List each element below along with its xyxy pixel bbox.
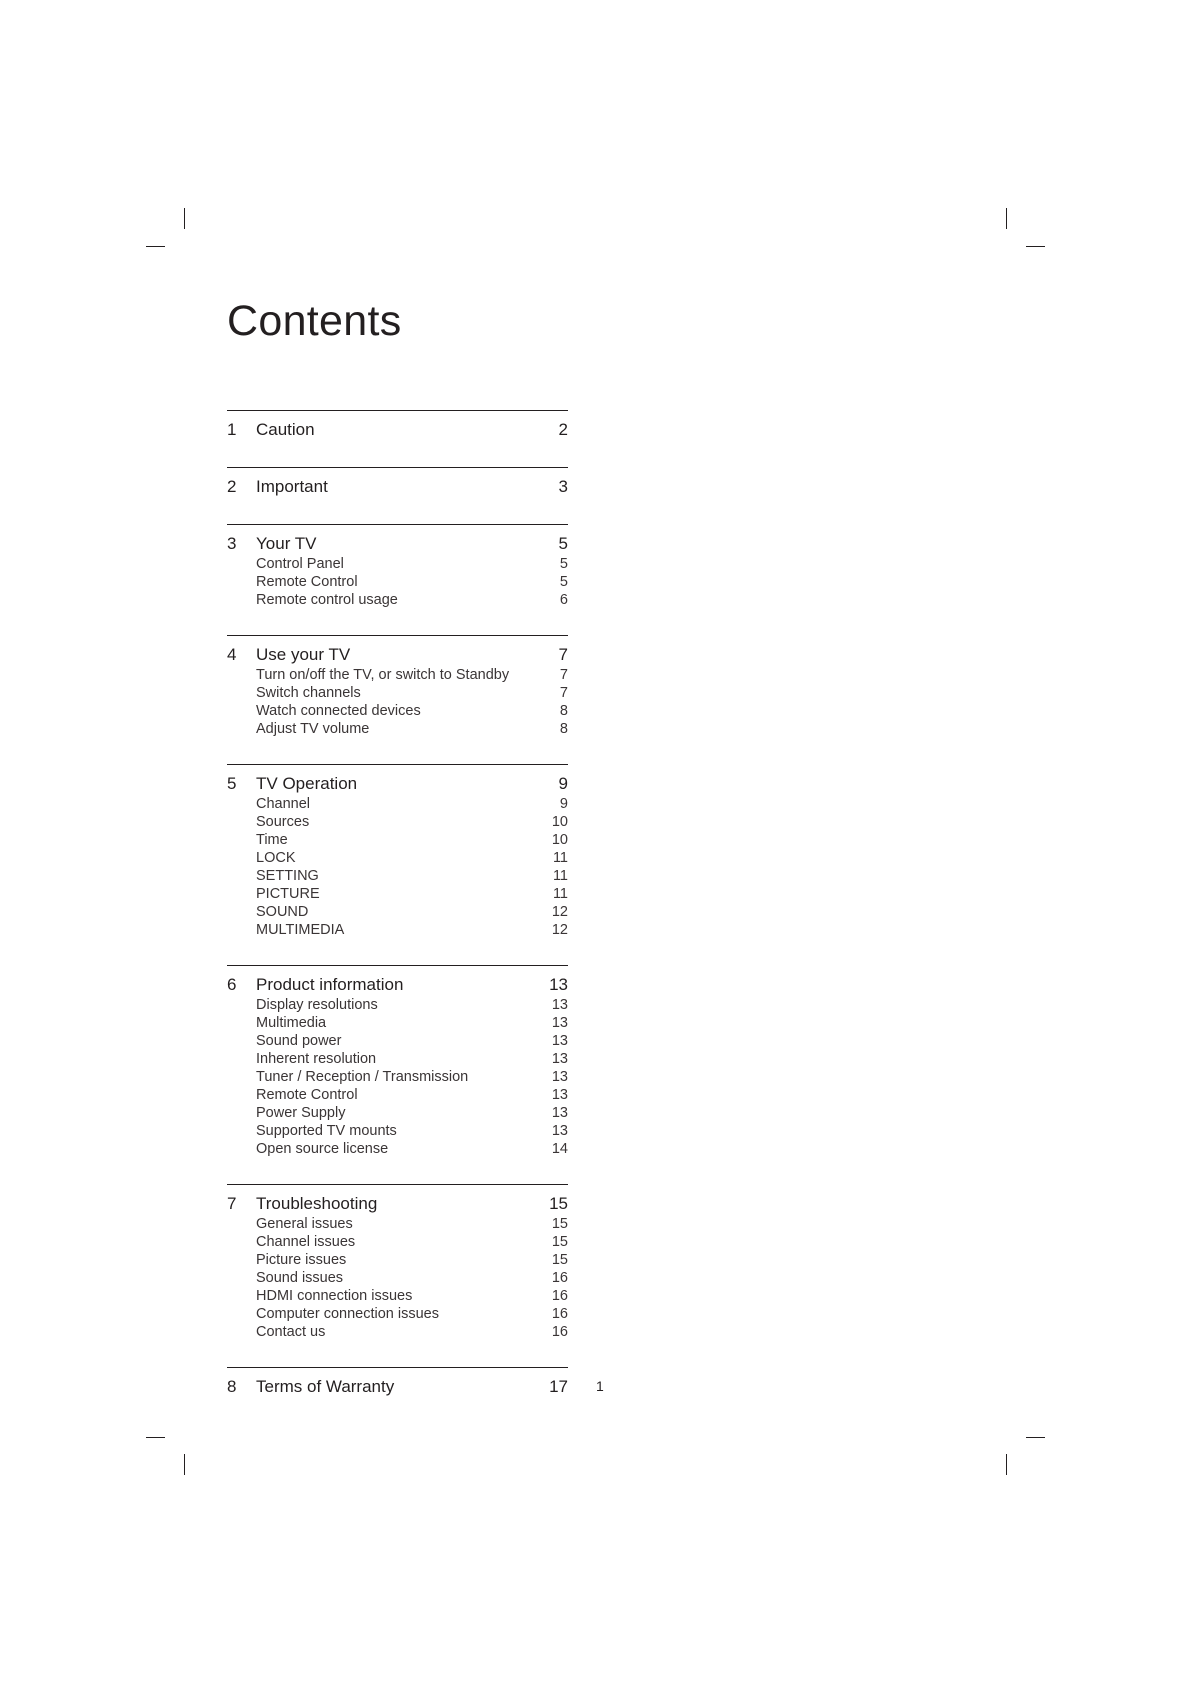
section-title: Your TV [256,534,317,553]
crop-mark-top-right-vertical [1006,208,1007,229]
toc-entry[interactable] [227,813,568,831]
toc-entry[interactable] [227,1305,568,1323]
toc-entry[interactable] [227,1086,568,1104]
toc-entry[interactable] [227,1215,568,1233]
section-page-number: 17 [549,1377,568,1396]
toc-entry[interactable] [227,1287,568,1305]
entry-page-number: 16 [551,1324,568,1340]
toc-entry[interactable] [227,921,568,939]
section-number: 6 [227,975,237,994]
entry-label: Adjust TV volume [256,721,370,737]
toc-entry[interactable] [227,996,568,1014]
crop-mark-top-left-vertical [184,208,185,229]
entry-page-number: 13 [551,1123,568,1139]
entry-label: MULTIMEDIA [256,922,345,938]
crop-mark-bottom-right-horizontal [1026,1437,1045,1438]
section-title: Product information [256,975,404,994]
entry-page-number: 13 [551,1105,568,1121]
section-title: Caution [256,420,315,439]
toc-entry[interactable] [227,903,568,921]
entry-page-number: 15 [551,1252,568,1268]
entry-label: Display resolutions [256,997,378,1013]
toc-entry[interactable] [227,591,568,609]
toc-entry[interactable] [227,684,568,702]
section-number: 2 [227,477,237,496]
toc-section-heading[interactable] [227,533,568,555]
entry-label: Turn on/off the TV, or switch to Standby [256,667,510,683]
section-number: 8 [227,1377,237,1396]
entry-label: Open source license [256,1141,389,1157]
entry-label: SETTING [256,868,319,884]
entry-page-number: 11 [552,850,568,866]
crop-mark-top-right-horizontal [1026,246,1045,247]
entry-page-number: 8 [559,721,568,737]
entry-label: Channel [256,796,311,812]
entry-page-number: 10 [551,832,568,848]
section-number: 7 [227,1194,237,1213]
section-number: 5 [227,774,237,793]
page-number: 1 [596,1378,604,1394]
entry-page-number: 16 [551,1288,568,1304]
entry-label: Tuner / Reception / Transmission [256,1069,469,1085]
entry-page-number: 6 [559,592,568,608]
entry-label: Remote Control [256,1087,358,1103]
crop-mark-bottom-left-horizontal [146,1437,165,1438]
entry-label: Channel issues [256,1234,356,1250]
entry-label: Control Panel [256,556,344,572]
toc-section [227,1367,568,1398]
entry-page-number: 12 [551,904,568,920]
entry-label: Sound issues [256,1270,344,1286]
crop-mark-top-left-horizontal [146,246,165,247]
toc-section [227,410,568,441]
section-title: Important [256,477,328,496]
toc-section [227,524,568,609]
section-title: Troubleshooting [256,1194,378,1213]
section-number: 4 [227,645,237,664]
entry-label: Remote control usage [256,592,398,608]
entry-label: Remote Control [256,574,358,590]
entry-page-number: 13 [551,1069,568,1085]
toc-section [227,965,568,1158]
section-page-number: 5 [558,534,568,553]
entry-label: Contact us [256,1324,326,1340]
toc-entry[interactable] [227,1068,568,1086]
entry-label: PICTURE [256,886,320,902]
entry-page-number: 7 [559,685,568,701]
entry-page-number: 9 [559,796,568,812]
entry-page-number: 16 [551,1306,568,1322]
toc-section-heading[interactable] [227,974,568,996]
entry-page-number: 13 [551,1087,568,1103]
toc-entry[interactable] [227,849,568,867]
toc-entry[interactable] [227,831,568,849]
section-number: 3 [227,534,237,553]
entry-page-number: 12 [551,922,568,938]
entry-page-number: 13 [551,1051,568,1067]
toc-entry[interactable] [227,1323,568,1341]
toc-section [227,764,568,939]
entry-page-number: 11 [552,868,568,884]
toc-section [227,1184,568,1341]
toc-entry[interactable] [227,1140,568,1158]
entry-label: Time [256,832,288,848]
entry-page-number: 5 [559,574,568,590]
entry-page-number: 15 [551,1234,568,1250]
entry-page-number: 13 [551,1015,568,1031]
entry-label: Picture issues [256,1252,347,1268]
toc-entry[interactable] [227,1032,568,1050]
toc-entry[interactable] [227,1050,568,1068]
toc-entry[interactable] [227,702,568,720]
toc-entry[interactable] [227,867,568,885]
section-page-number: 3 [558,477,568,496]
section-page-number: 9 [558,774,568,793]
toc-entry[interactable] [227,1269,568,1287]
entry-page-number: 8 [559,703,568,719]
entry-label: Switch channels [256,685,361,701]
section-page-number: 2 [558,420,568,439]
section-title: Terms of Warranty [256,1377,395,1396]
toc-section-heading[interactable] [227,476,568,498]
section-number: 1 [227,420,237,439]
toc-entry[interactable] [227,573,568,591]
entry-label: Inherent resolution [256,1051,377,1067]
toc-entry[interactable] [227,1104,568,1122]
entry-page-number: 16 [551,1270,568,1286]
crop-mark-bottom-left-vertical [184,1454,185,1475]
section-title: TV Operation [256,774,358,793]
entry-page-number: 7 [559,667,568,683]
entry-label: Power Supply [256,1105,346,1121]
entry-page-number: 14 [551,1141,568,1157]
toc-section-heading[interactable] [227,419,568,441]
toc-section [227,467,568,498]
entry-label: Supported TV mounts [256,1123,397,1139]
toc-entry[interactable] [227,1014,568,1032]
toc-entry[interactable] [227,555,568,573]
section-page-number: 13 [549,975,568,994]
toc-entry[interactable] [227,1233,568,1251]
entry-label: Watch connected devices [256,703,421,719]
toc-section-heading[interactable] [227,1376,568,1398]
section-title: Use your TV [256,645,351,664]
toc-section-heading[interactable] [227,1193,568,1215]
entry-page-number: 13 [551,1033,568,1049]
entry-label: General issues [256,1216,353,1232]
entry-page-number: 11 [552,886,568,902]
table-of-contents [227,410,568,1424]
page-title: Contents [227,297,402,345]
entry-label: Computer connection issues [256,1306,439,1322]
entry-page-number: 13 [551,997,568,1013]
crop-mark-bottom-right-vertical [1006,1454,1007,1475]
entry-label: LOCK [256,850,296,866]
toc-section [227,635,568,738]
entry-page-number: 15 [551,1216,568,1232]
entry-page-number: 5 [559,556,568,572]
toc-entry[interactable] [227,885,568,903]
entry-label: Sources [256,814,310,830]
toc-entry[interactable] [227,1251,568,1269]
toc-section-heading[interactable] [227,773,568,795]
section-page-number: 7 [558,645,568,664]
entry-label: HDMI connection issues [256,1288,413,1304]
entry-page-number: 10 [551,814,568,830]
toc-entry[interactable] [227,666,568,684]
section-page-number: 15 [549,1194,568,1213]
toc-entry[interactable] [227,1122,568,1140]
toc-section-heading[interactable] [227,644,568,666]
entry-label: Multimedia [256,1015,327,1031]
toc-entry[interactable] [227,720,568,738]
entry-label: SOUND [256,904,309,920]
toc-entry[interactable] [227,795,568,813]
entry-label: Sound power [256,1033,342,1049]
